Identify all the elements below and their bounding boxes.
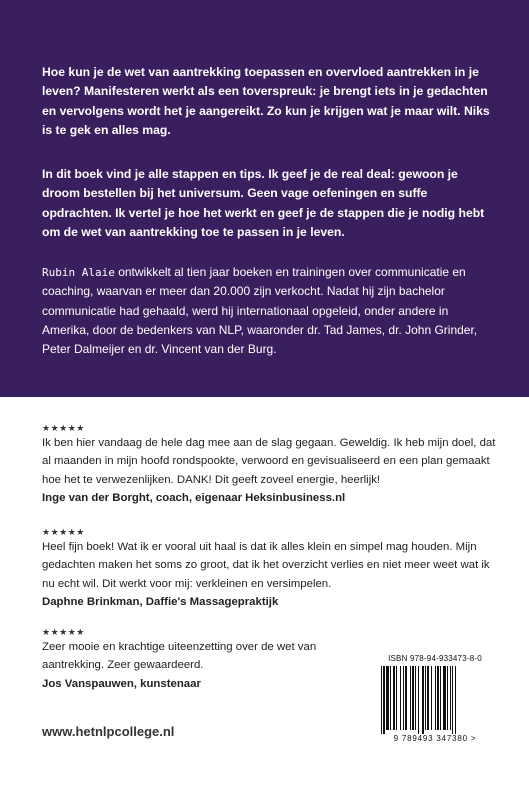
review-author: Inge van der Borght, coach, eigenaar Heksinbusiness.nl (42, 491, 346, 504)
review-author: Daphne Brinkman, Daffie's Massagepraktijk (42, 595, 279, 608)
barcode-image (379, 666, 491, 734)
review-text: Heel fijn boek! Wat ik er vooral uit haal is dat ik alles klein en simpel mag houden. Mijn gedachten maken het soms zo groot, dat ik het overzicht verlies en niet meer weet wat ik nu echt wil. Dit werkt voor mij: verkleinen en versimpelen. (42, 541, 490, 590)
review-2 (42, 526, 502, 611)
review-text: Zeer mooie en krachtige uiteenzetting over de wet van aantrekking. Zeer gewaardeerd. (42, 641, 317, 672)
star-rating: ★★★★★ (42, 627, 85, 637)
review-1 (42, 422, 502, 507)
author-bio-paragraph (42, 263, 492, 359)
author-name: Rubin Alaie (42, 266, 115, 279)
review-text: Ik ben hier vandaag de hele dag mee aan de slag gegaan. Geweldig. Ik heb mijn doel, dat al maanden in mijn hoofd rondspookte, verwoord en gevisualiseerd en een plan gemaakt hoe het te verwezenlijken. DANK! Dit geeft zoveel energie, heerlijk! (42, 437, 496, 486)
star-rating: ★★★★★ (42, 423, 85, 433)
star-rating: ★★★★★ (42, 527, 85, 537)
blurb-second: In dit boek vind je alle stappen en tips. Ik geef je de real deal: gewoon je droom bestellen bij het universum. Geen vage oefeningen en suffe opdrachten. Ik vertel je hoe het werkt en geef je de stappen die je nodig hebt om de wet van aantrekking toe te passen in je leven. (42, 167, 485, 239)
blurb-intro: Hoe kun je de wet van aantrekking toepassen en overvloed aantrekken in je leven? Manifesteren werkt als een toverspreuk: je brengt iets in je gedachten en vervolgens wordt het je aangereikt. Zo kun je krijgen wat je maar wilt. Niks is te gek en alles mag. (42, 65, 490, 137)
review-3 (42, 626, 342, 693)
website-link[interactable]: www.hetnlpcollege.nl (42, 724, 175, 739)
author-bio: ontwikkelt al tien jaar boeken en trainingen over communicatie en coaching, waarvan er meer dan 20.000 zijn verkocht. Nadat hij zijn bachelor communicatie had gehaald, werd hij internationaal opgeleid, onder andere in Amerika, door de bedenkers van NLP, waaronder dr. Tad James, dr. John Grinder, Peter Dalmeijer en dr. Vincent van der Burg. (42, 265, 478, 357)
review-author: Jos Vanspauwen, kunstenaar (42, 677, 201, 690)
barcode-digits: 9 789493 347380 > (393, 734, 477, 743)
isbn-barcode (377, 654, 493, 744)
back-cover-blurb-panel (0, 0, 529, 397)
isbn-label: ISBN 978-94-933473-8-0 (388, 654, 482, 663)
